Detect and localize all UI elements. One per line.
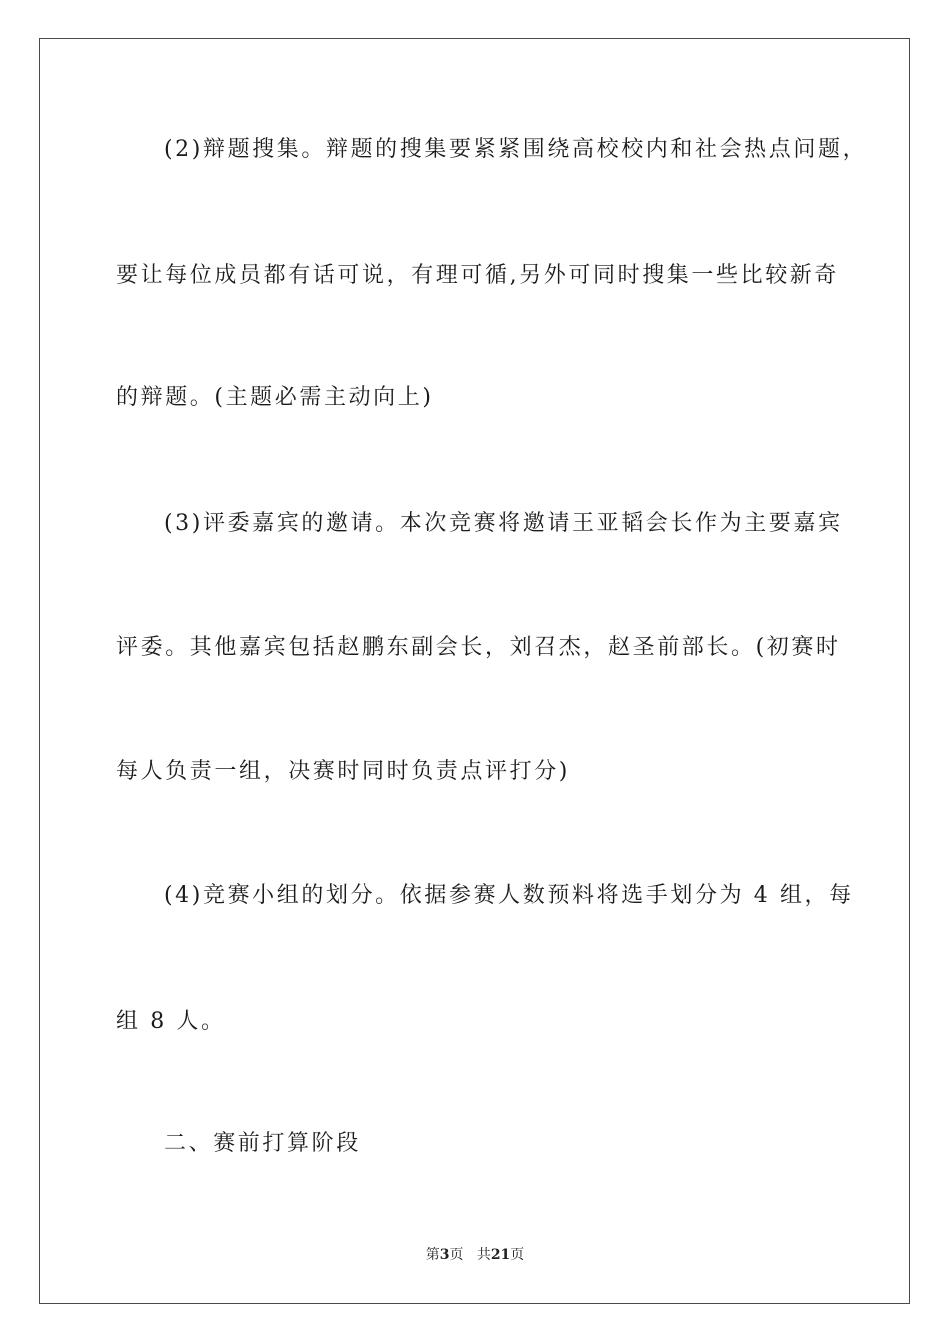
paragraph-4-line-2: 组 8 人。 <box>116 1009 226 1034</box>
total-pages-number: 21 <box>490 1247 511 1263</box>
paragraph-3-line-2: 评委。其他嘉宾包括赵鹏东副会长，刘召杰，赵圣前部长。(初赛时 <box>116 635 841 660</box>
footer-total-prefix: 共 <box>476 1247 491 1263</box>
footer-prefix: 第 <box>425 1247 440 1263</box>
paragraph-3-line-3: 每人负责一组，决赛时同时负责点评打分) <box>116 759 570 784</box>
page-border <box>39 38 910 1304</box>
footer-page-suffix: 页 <box>449 1247 464 1263</box>
section-heading: 二、赛前打算阶段 <box>164 1131 361 1156</box>
footer-total-suffix: 页 <box>510 1247 525 1263</box>
paragraph-3-line-1: (3)评委嘉宾的邀请。本次竞赛将邀请王亚韬会长作为主要嘉宾 <box>164 511 843 536</box>
page-footer <box>0 1246 950 1264</box>
paragraph-2-line-1: (2)辩题搜集。辩题的搜集要紧紧围绕高校校内和社会热点问题， <box>164 137 868 162</box>
paragraph-2-line-2: 要让每位成员都有话可说，有理可循,另外可同时搜集一些比较新奇 <box>116 263 839 288</box>
paragraph-4-line-1: (4)竞赛小组的划分。依据参赛人数预料将选手划分为 4 组，每 <box>164 883 854 908</box>
paragraph-2-line-3: 的辩题。(主题必需主动向上) <box>116 385 434 410</box>
current-page-number: 3 <box>439 1247 450 1263</box>
